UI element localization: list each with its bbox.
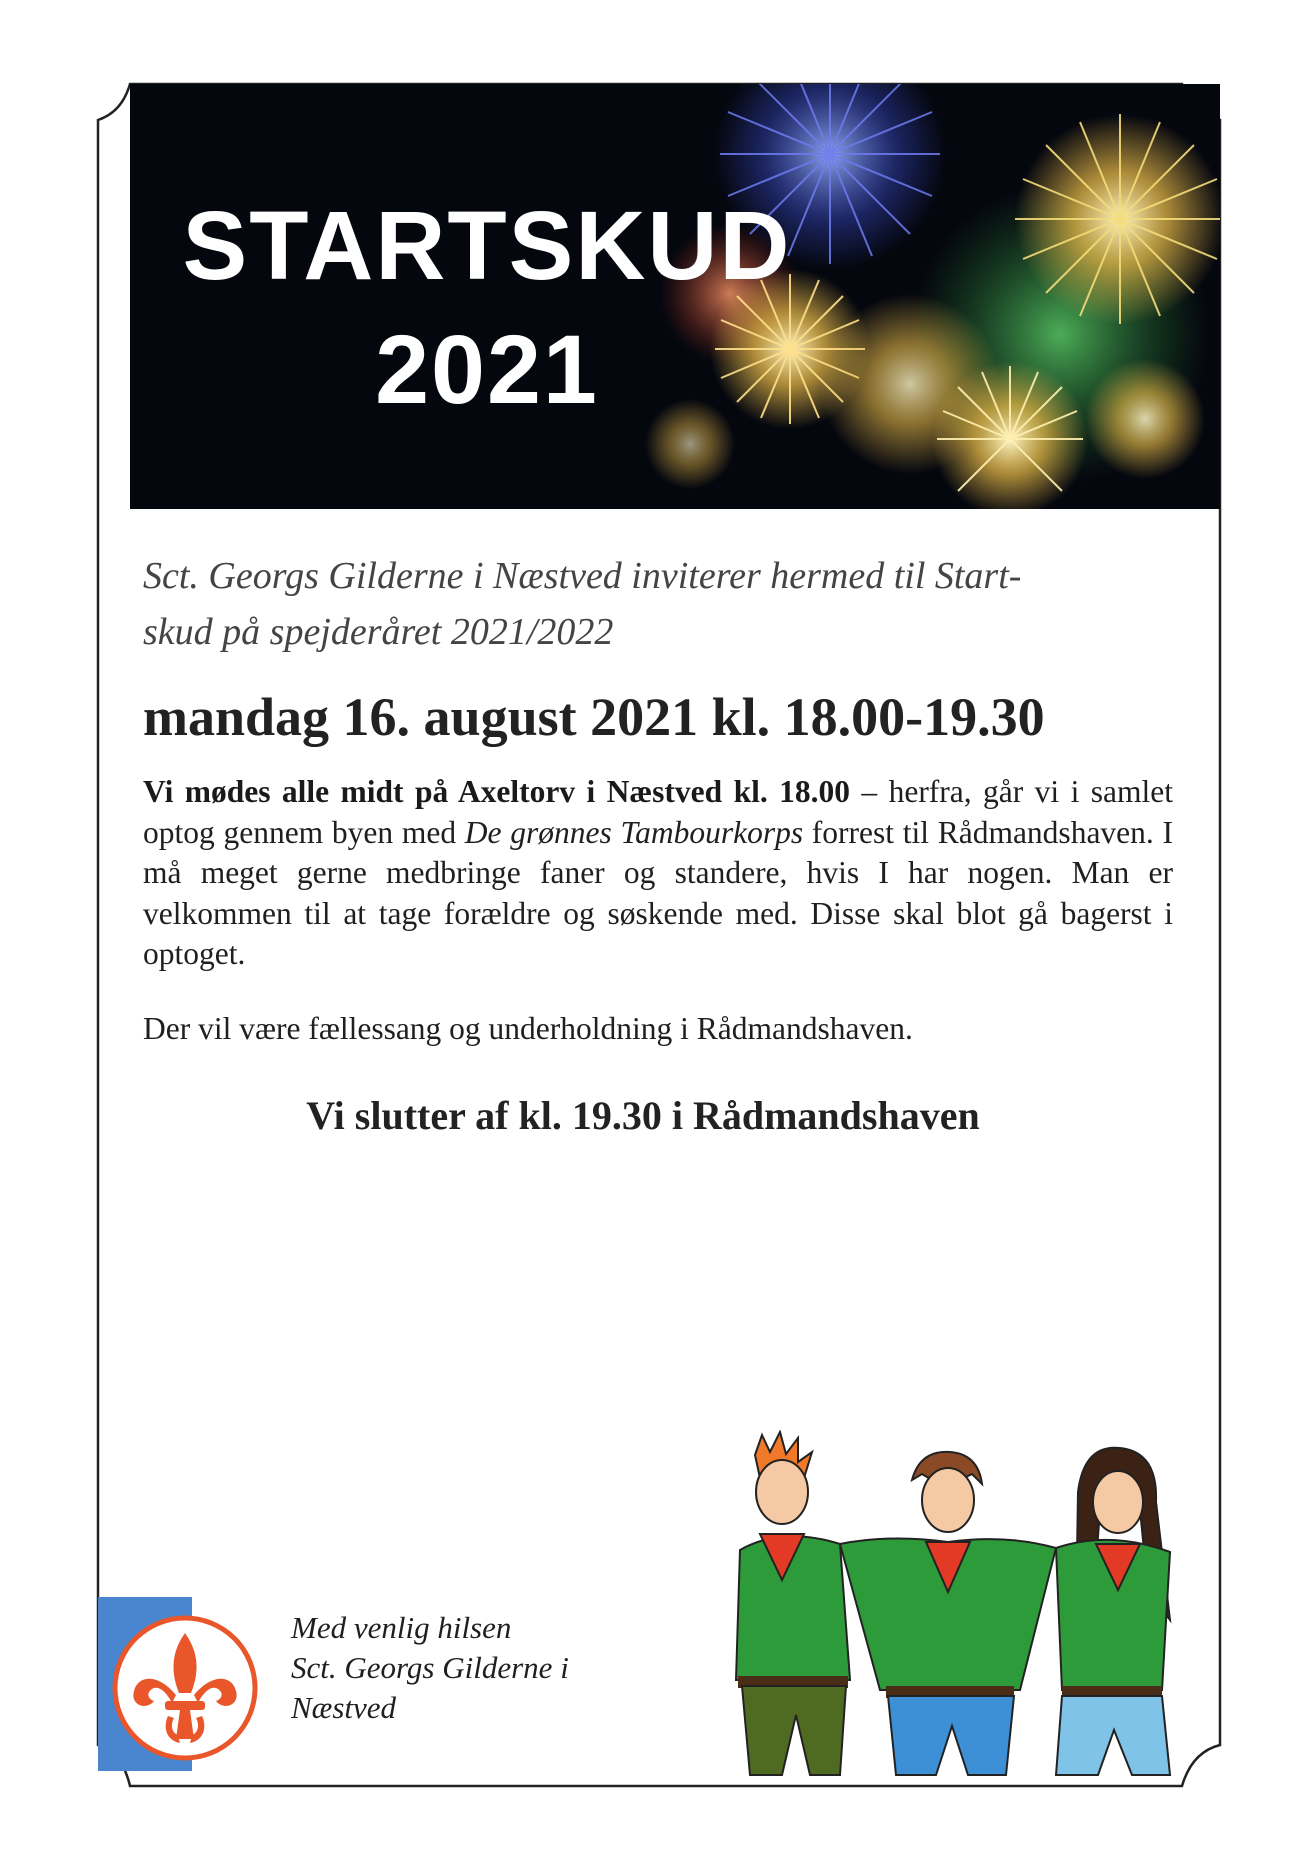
invitation-content bbox=[143, 548, 1173, 1141]
signoff-city: Næstved bbox=[291, 1690, 397, 1725]
closing-line: Vi slutter af kl. 19.30 i Rådmandshaven bbox=[306, 1092, 980, 1138]
title-line-2: 2021 bbox=[375, 315, 599, 424]
entertainment-paragraph: Der vil være fællessang og underholdning i Rådmandshaven. bbox=[143, 1010, 913, 1046]
band-name: De grønnes Tambourkorps bbox=[464, 814, 804, 850]
scout-middle bbox=[840, 1452, 1056, 1775]
fleur-de-lis-icon bbox=[110, 1613, 260, 1763]
meeting-text-b: forrest til Rådmandshaven. I må meget gerne medbringe faner og standere, hvis I har nogen. Man er velkommen til at tage forældre og søskende med. Disse skal blot gå bagerst i optoget. bbox=[143, 814, 1173, 971]
page-title bbox=[142, 184, 832, 432]
title-line-1: STARTSKUD bbox=[182, 191, 792, 300]
signoff-organization: Sct. Georgs Gilderne i bbox=[291, 1650, 569, 1685]
scout-right bbox=[1056, 1448, 1170, 1775]
meeting-location: Vi mødes alle midt på Axeltorv i Næstved kl. 18.00 bbox=[143, 774, 851, 809]
header-banner bbox=[130, 84, 1220, 509]
intro-line-1: Sct. Georgs Gilderne i Næstved inviterer hermed til Start- bbox=[143, 555, 1022, 597]
signoff bbox=[291, 1608, 569, 1728]
signoff-greeting: Med venlig hilsen bbox=[291, 1610, 512, 1645]
meeting-paragraph bbox=[143, 772, 1173, 975]
meeting-text-a: – herfra, går vi i samlet optog gennem byen med bbox=[143, 774, 1173, 850]
intro-text bbox=[143, 548, 1173, 660]
intro-line-2: skud på spejderåret 2021/2022 bbox=[143, 611, 614, 653]
event-date-heading: mandag 16. august 2021 kl. 18.00-19.30 bbox=[143, 687, 1045, 747]
scout-left bbox=[736, 1432, 850, 1775]
scouts-illustration bbox=[700, 1430, 1210, 1780]
